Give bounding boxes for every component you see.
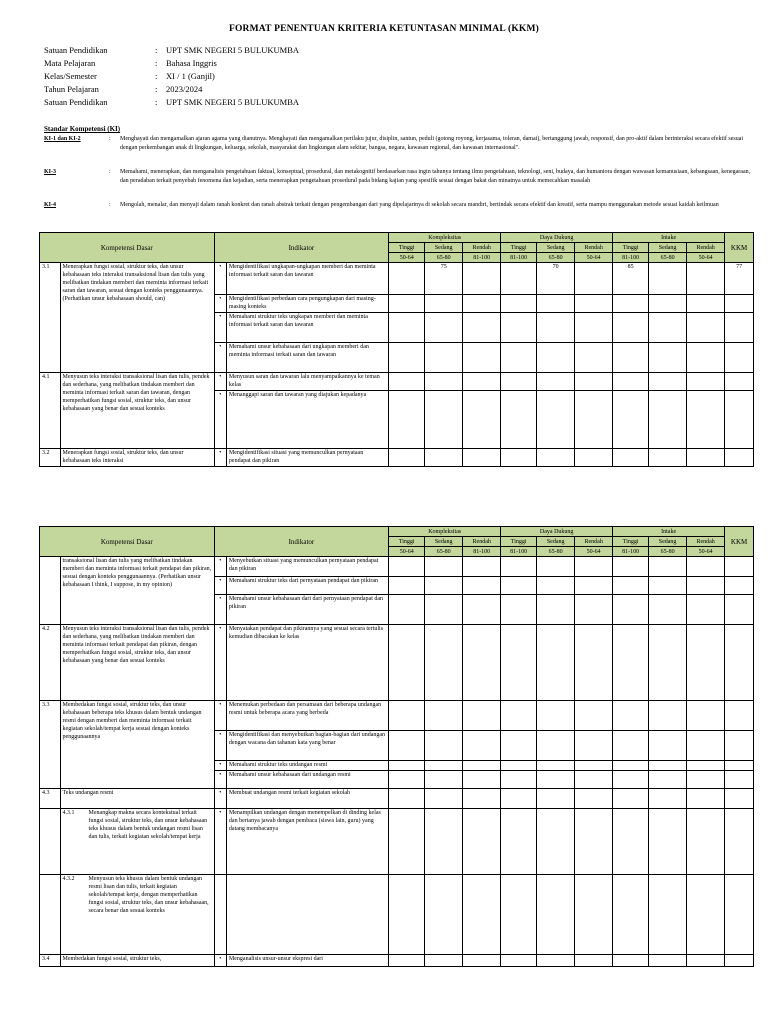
header-sub: Tinggi [613,537,649,547]
table-row: • Memahami struktur teks ungkapan memberi dan meminta informasi terkait saran dan tawaran [40,313,754,343]
ki-item: KI-1 dan KI-2 : Menghayati dan mengamalkan ajaran agama yang dianutnya. Menghayati dan mengamalkan perilaku jujur, disiplin, santun, peduli (gotong royong, kerjasama, toleran, damai), bertanggung jawab, responsif, dan pro-aktif dalam berinteraksi secara efektif sesuai dengan perkembangan anak di lingkungan, keluarga, sekolah, masyarakat dan lingkungan alam sekitar, bangsa, negara, kawasan regional, dan kawasan internasional". [44,136,744,151]
header-range: 50-64 [389,253,425,263]
value-cell [463,263,501,295]
header-sub: Sedang [537,537,575,547]
table-row: • Memahami unsur kebahasaan dari undangan resmi [40,771,754,789]
header-range: 81-100 [613,547,649,557]
table-row: • Mengidentifikasi dan menyebutkan bagian-bagian dari undangan dengan wacana dan tahanan kata yang benar [40,731,754,761]
header-range: 50-64 [575,547,613,557]
table-row: transaksional lisan dan tulis yang melibatkan tindakan memberi dan meminta informasi terkait pendapat dan pikiran, sesuai dengan konteks penggunaannya. (Perhatikan unsur kebahasaan I think, I suppose, in my opinion) • Menyebutkan situasi yang memunculkan pernyataan pendapat dan pikiran [40,557,754,577]
indicator-text: Memahami struktur teks undangan resmi [226,761,388,771]
header-kompetensi-dasar: Kompetensi Dasar [40,233,215,263]
value-komp-sedang: 75 [425,263,463,295]
header-sub: Rendah [687,537,725,547]
header-sub: Sedang [537,243,575,253]
header-range: 50-64 [687,547,725,557]
standar-kompetensi-heading: Standar Kompetensi (KI) [44,125,121,133]
kd-text: Menyusun teks interaksi transaksional lisan dan tulis, pendek dan sederhana, yang melibatkan tindakan memberi dan meminta informasi terkait pendapat dan pikiran, dengan memperhatikan fungsi sosial, struktur teks, dan unsur kebahasaan yang benar dan sesuai konteks [60,625,214,701]
table-row: • Memahami struktur teks undangan resmi [40,761,754,771]
table-row: 4.3.1 Menangkap makna secara kontekstual terkait fungsi sosial, struktur teks, dan unsur kebahasaan teks khusus dalam bentuk undangan resmi lisan dan tulis, terkait kegiatan sekolah/tempat kerja • Menampilkan undangan dengan menempelkan di dinding kelas dan bertanya jawab dengan pembaca (siswa lain, guru) yang datang membacanya [40,809,754,875]
kd-number: 4.3 [40,789,61,809]
kd-text: transaksional lisan dan tulis yang melibatkan tindakan memberi dan meminta informasi terkait pendapat dan pikiran, sesuai dengan konteks penggunaannya. (Perhatikan unsur kebahasaan I think, I suppose, in my opinion) [60,557,214,625]
kd-text: Menangkap makna secara kontekstual terkait fungsi sosial, struktur teks, dan unsur kebahasaan teks khusus dalam bentuk undangan resmi lisan dan tulis, terkait kegiatan sekolah/tempat kerja [88,810,208,840]
kd-subitem [60,809,214,875]
kd-number: 4.1 [40,373,61,449]
header-sub: Tinggi [501,243,537,253]
kd-text: Menerapkan fungsi sosial, struktur teks, dan unsur kebahasaan teks interaksi transaksional lisan dan tulis yang melibatkan tindakan memberi dan meminta informasi terkait saran dan tawaran, sesuai dengan konteks penggunaannya. (Perhatikan unsur kebahasaan should, can) [60,263,214,373]
kd-text: Teks undangan resmi [60,789,214,809]
value-cell [501,263,537,295]
indicator-text: Mengidentifikasi situasi yang memunculkan pernyataan pendapat dan pikiran [226,449,388,467]
header-kompleksitas: Kompleksitas [389,233,501,243]
indicator-text: Menampilkan undangan dengan menempelkan di dinding kelas dan bertanya jawab dengan pembaca (siswa lain, guru) yang datang membacanya [226,809,388,875]
kkm-table-page-2 [39,526,754,967]
kd-number [40,557,61,625]
indicator-text: Memahami unsur kebahasaan dari undangan resmi [226,771,388,789]
header-range: 81-100 [463,253,501,263]
document-page-1: FORMAT PENENTUAN KRITERIA KETUNTASAN MINIMAL (KKM) Satuan Pendidikan : UPT SMK NEGERI 5 BULUKUMBA Mata Pelajaran : Bahasa Inggris Kelas/Semester : XI / 1 (Ganjil) Tahun Pelajaran : 2023/2024 Satuan Pendidikan : UPT SMK NEGERI 5 BULUKUMBA Standar Kompetensi (KI) KI-1 dan KI-2 : Menghayati dan mengamalkan ajaran agama yang dianutnya. Menghayati dan mengamalkan perilaku jujur, disiplin, santun, peduli (gotong royong, kerjasama, toleran, damai), bertanggung jawab, responsif, dan pro-aktif dalam berinteraksi secara efektif sesuai dengan perkembangan anak di lingkungan, keluarga, sekolah, masyarakat dan lingkungan alam sekitar, bangsa, negara, kawasan regional, dan kawasan internasional". KI-3 : Memahami, menerapkan, dan menganalisis pengetahuan faktual, konseptual, prosedural, dan metakognitif berdasarkan rasa ingin tahunya tentang ilmu pengetahuan, teknologi, seni, budaya, dan humaniora dengan wawasan kemanusiaan, kebangsaan, kenegaraan, dan peradaban terkait penyebab fenomena dan kejadian, serta menerapkan pengetahuan prosedural pada bidang kajian yang spesifik sesuai dengan bakat dan minatnya untuk memecahkan masalah KI-4 : Mengolah, menalar, dan menyaji dalam ranah konkret dan ranah abstrak terkait dengan pengembangan dari yang dipelajarinya di sekolah secara mandiri, bertindak secara efektif dan kreatif, serta mampu menggunakan metode sesuai kaidah keilmuan Kompetensi Dasar Indikator Kompleksitas Daya Dukung Intake KKM Tinggi Sedang Rendah Tinggi Sedang Rendah Tinggi Sedang Rendah 50-64 65-80 81-100 81-100 65-80 50-64 81-100 65-80 50-64 3.1 Menerapkan fungsi sosial, struktur teks, dan unsur kebahasaan teks interaksi transaksional lisan dan tulis yang melibatkan tindakan memberi dan meminta informasi terkait saran dan tawaran, sesuai dengan konteks penggunaannya. (Perhatikan unsur kebahasaan should, can) • Mengidentifikasi ungkapan-ungkapan memberi dan meminta informasi terkait saran dan tawaran 75 70 85 77 • Mengidentifikasi perbedaan cara pengungkapan dari masing-masing konteks • Memahami struktur teks ungkapan memberi dan meminta informasi terkait saran dan tawaran • Memahami unsur kebahasaan dari ungkapan memberi dan meminta informasi terkait saran dan tawaran 4.1 Menyusun teks interaksi transaksional lisan dan tulis, pendek dan sederhana, yang melibatkan tindakan memberi dan meminta informasi terkait saran dan tawaran, dengan memperhatikan fungsi sosial, struktur teks, dan unsur kebahasaan yang benar dan sesuai konteks • Menyusun saran dan tawaran lalu menyampaikannya ke teman kelas • Menanggapi saran dan tawaran yang diajukan kepadanya 3.2 Menerapkan fungsi sosial, struktur teks, dan unsur kebahasaan teks interaksi • Mengidentifikasi situasi yang memunculkan pernyataan pendapat dan pikiran [0,0,768,490]
indicator-text: Menemukan perbedaan dan persamaan dari beberapa undangan resmi untuk beberapa acara yang berbeda [226,701,388,731]
ki-item: KI-4 : Mengolah, menalar, dan menyaji dalam ranah konkret dan ranah abstrak terkait dengan pengembangan dari yang dipelajarinya di sekolah secara mandiri, bertindak secara efektif dan kreatif, serta mampu menggunakan metode sesuai kaidah keilmuan [44,202,719,208]
header-kompleksitas: Kompleksitas [389,527,501,537]
indicator-text: Mengidentifikasi perbedaan cara pengungkapan dari masing-masing konteks [226,295,388,313]
header-range: 50-64 [389,547,425,557]
header-range: 81-100 [501,547,537,557]
indicator-text: Memahami unsur kebahasaan dari ungkapan memberi dan meminta informasi terkait saran dan tawaran [226,343,388,373]
indicator-text: Memahami unsur kebahasaan dari dari pernyataan pendapat dan pikiran [226,595,388,625]
value-kkm: 77 [725,263,754,295]
indicator-text: Menyatakan pendapat dan pikirannya yang sesuai secara tertulis kemudian dibacakan ke kelas [226,625,388,701]
header-sub: Rendah [463,537,501,547]
header-kkm: KKM [725,527,754,557]
header-kompetensi-dasar: Kompetensi Dasar [40,527,215,557]
header-sub: Rendah [575,537,613,547]
header-sub: Tinggi [389,537,425,547]
header-kkm: KKM [725,233,754,263]
header-intake: Intake [613,233,725,243]
indicator-text: Mengidentifikasi dan menyebutkan bagian-bagian dari undangan dengan wacana dan tahanan kata yang benar [226,731,388,761]
header-range: 65-80 [425,547,463,557]
table-row: • Menanggapi saran dan tawaran yang diajukan kepadanya [40,391,754,449]
value-cell [687,263,725,295]
header-indikator: Indikator [214,527,389,557]
kd-subnumber: 4.3.1 [62,810,75,816]
kd-number: 3.1 [40,263,61,373]
kd-number: 3.2 [40,449,61,467]
kd-text: Membedakan fungsi sosial, struktur teks, dan unsur kebahasaan beberapa teks khusus dalam bentuk undangan resmi dengan memberi dan meminta informasi terkait kegiatan sekolah/tempat kerja sesuai dengan konteks penggunaannya [60,701,214,789]
header-sub: Rendah [575,243,613,253]
header-range: 50-64 [687,253,725,263]
indicator-text: Menyebutkan situasi yang memunculkan pernyataan pendapat dan pikiran [226,557,388,577]
table-row: • Memahami unsur kebahasaan dari dari pernyataan pendapat dan pikiran [40,595,754,625]
header-range: 50-64 [575,253,613,263]
table-row: 3.3 Membedakan fungsi sosial, struktur teks, dan unsur kebahasaan beberapa teks khusus dalam bentuk undangan resmi dengan memberi dan meminta informasi terkait kegiatan sekolah/tempat kerja sesuai dengan konteks penggunaannya • Menemukan perbedaan dan persamaan dari beberapa undangan resmi untuk beberapa acara yang berbeda [40,701,754,731]
value-intake-tinggi: 85 [613,263,649,295]
indicator-text: Menyusun saran dan tawaran lalu menyampaikannya ke teman kelas [226,373,388,391]
header-range: 65-80 [537,253,575,263]
header-range: 65-80 [425,253,463,263]
header-range: 81-100 [463,547,501,557]
kd-text: Menyusun teks interaksi transaksional lisan dan tulis, pendek dan sederhana, yang melibatkan tindakan memberi dan meminta informasi terkait saran dan tawaran, dengan memperhatikan fungsi sosial, struktur teks, dan unsur kebahasaan yang benar dan sesuai konteks [60,373,214,449]
kd-text: Membedakan fungsi sosial, struktur teks, [60,955,214,967]
ki-item: KI-3 : Memahami, menerapkan, dan menganalisis pengetahuan faktual, konseptual, prosedural, dan metakognitif berdasarkan rasa ingin tahunya tentang ilmu pengetahuan, teknologi, seni, budaya, dan humaniora dengan wawasan kemanusiaan, kebangsaan, kenegaraan, dan peradaban terkait penyebab fenomena dan kejadian, serta menerapkan pengetahuan prosedural pada bidang kajian yang spesifik sesuai dengan bakat dan minatnya untuk memecahkan masalah [44,169,751,184]
indicator-text: Membuat undangan resmi terkait kegiatan sekolah [226,789,388,809]
header-sub: Rendah [687,243,725,253]
header-sub: Sedang [649,537,687,547]
header-range: 65-80 [537,547,575,557]
document-page-2 [0,510,768,1024]
header-range: 81-100 [501,253,537,263]
kd-text: Menerapkan fungsi sosial, struktur teks, dan unsur kebahasaan teks interaksi [60,449,214,467]
table-row: 4.1 Menyusun teks interaksi transaksional lisan dan tulis, pendek dan sederhana, yang melibatkan tindakan memberi dan meminta informasi terkait saran dan tawaran, dengan memperhatikan fungsi sosial, struktur teks, dan unsur kebahasaan yang benar dan sesuai konteks • Menyusun saran dan tawaran lalu menyampaikannya ke teman kelas [40,373,754,391]
header-daya-dukung: Daya Dukung [501,233,613,243]
indicator-text: Mengidentifikasi ungkapan-ungkapan memberi dan meminta informasi terkait saran dan tawaran [226,263,388,295]
table-row [40,263,754,295]
header-sub: Sedang [649,243,687,253]
kd-number: 3.4 [40,955,61,967]
header-intake: Intake [613,527,725,537]
value-cell [649,263,687,295]
table-row: • Memahami unsur kebahasaan dari ungkapan memberi dan meminta informasi terkait saran dan tawaran [40,343,754,373]
table-row: • Memahami struktur teks dari pernyataan pendapat dan pikiran [40,577,754,595]
indicator-text: Memahami struktur teks dari pernyataan pendapat dan pikiran [226,577,388,595]
table-row [40,875,754,955]
header-sub: Tinggi [613,243,649,253]
header-indikator: Indikator [214,233,389,263]
header-sub: Rendah [463,243,501,253]
table-row: 3.4 Membedakan fungsi sosial, struktur teks, • Menganalisis unsur-unsur ekspresi dari [40,955,754,967]
kd-subitem [60,875,214,955]
header-range: 81-100 [613,253,649,263]
header-daya-dukung: Daya Dukung [501,527,613,537]
header-sub: Tinggi [501,537,537,547]
header-range: 65-80 [649,547,687,557]
value-cell [575,263,613,295]
indicator-text: Menganalisis unsur-unsur ekspresi dari [226,955,388,967]
kd-number: 3.3 [40,701,61,789]
header-sub: Sedang [425,243,463,253]
table-row: 4.3 Teks undangan resmi • Membuat undangan resmi terkait kegiatan sekolah [40,789,754,809]
header-sub: Sedang [425,537,463,547]
table-row: 3.2 Menerapkan fungsi sosial, struktur teks, dan unsur kebahasaan teks interaksi • Mengidentifikasi situasi yang memunculkan pernyataan pendapat dan pikiran [40,449,754,467]
kd-number: 4.2 [40,625,61,701]
indicator-text: Menanggapi saran dan tawaran yang diajukan kepadanya [226,391,388,449]
kkm-table-page-1 [39,232,754,467]
indicator-text: Memahami struktur teks ungkapan memberi dan meminta informasi terkait saran dan tawaran [226,313,388,343]
value-daya-sedang: 70 [537,263,575,295]
bullet: • [214,263,226,295]
value-cell [389,263,425,295]
document-title: FORMAT PENENTUAN KRITERIA KETUNTASAN MINIMAL (KKM) [228,24,540,34]
header-range: 65-80 [649,253,687,263]
kd-subnumber: 4.3.2 [62,876,75,882]
kd-text: Menyusun teks khusus dalam bentuk undangan resmi lisan dan tulis, terkait kegiatan sekolah/tempat kerja, dengan memperhatikan fungsi sosial, struktur teks, dan unsur kebahasaan, secara benar dan sesuai konteks [88,876,209,914]
table-row: • Mengidentifikasi perbedaan cara pengungkapan dari masing-masing konteks [40,295,754,313]
header-sub: Tinggi [389,243,425,253]
table-row: 4.2 Menyusun teks interaksi transaksional lisan dan tulis, pendek dan sederhana, yang melibatkan tindakan memberi dan meminta informasi terkait pendapat dan pikiran, dengan memperhatikan fungsi sosial, struktur teks, dan unsur kebahasaan yang benar dan sesuai konteks • Menyatakan pendapat dan pikirannya yang sesuai secara tertulis kemudian dibacakan ke kelas [40,625,754,701]
